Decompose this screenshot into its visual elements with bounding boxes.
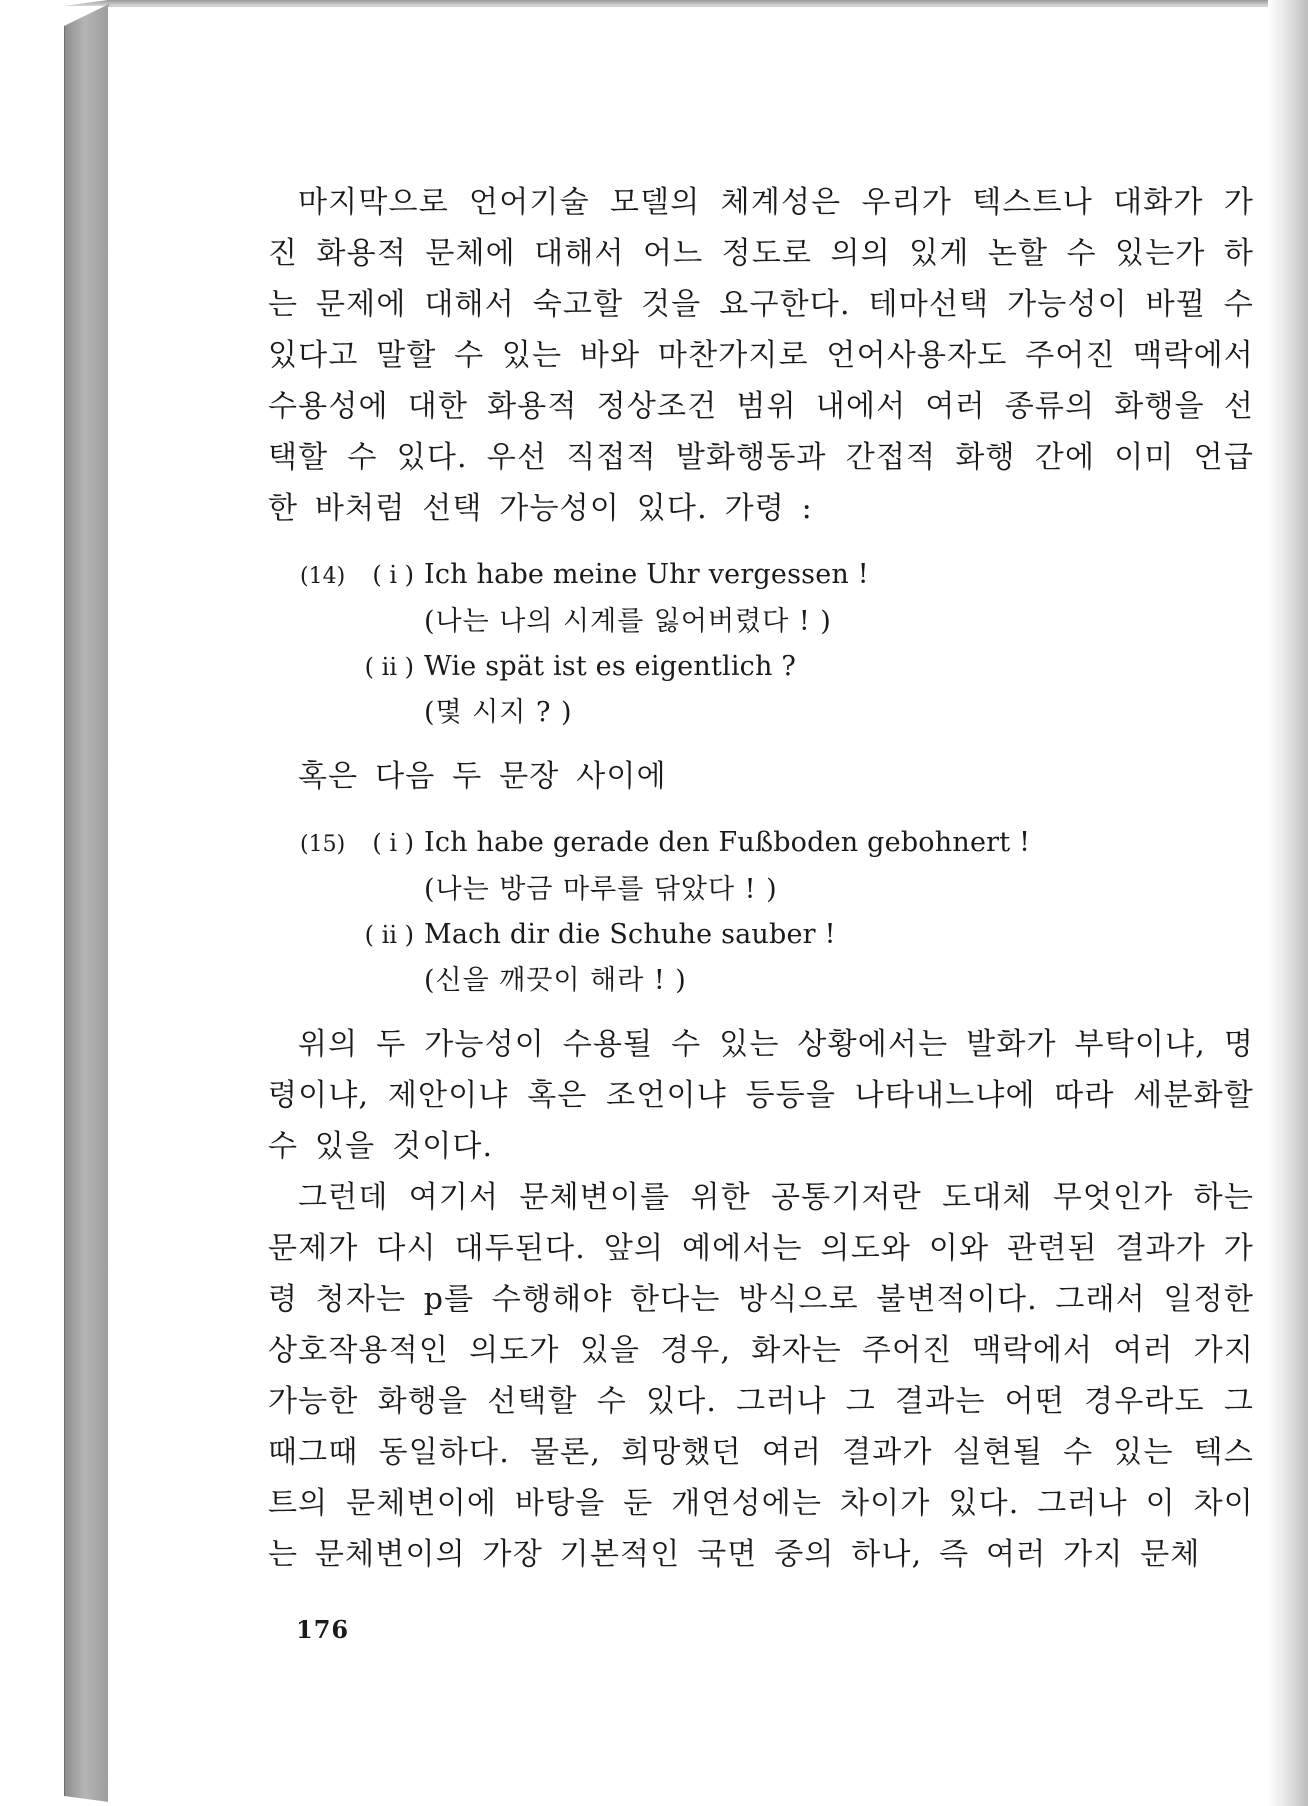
example-14-i-translation — [268, 599, 1254, 644]
example-sentence: Wie spät ist es eigentlich ? — [424, 651, 797, 682]
example-sentence: Ich habe meine Uhr vergessen ! — [424, 559, 869, 590]
example-14-ii — [268, 644, 1254, 690]
paragraph-2: 혹은 다음 두 문장 사이에 — [298, 759, 667, 794]
example-15-ii-translation — [268, 958, 1254, 1003]
example-label: ( ii ) — [364, 921, 414, 949]
example-15-i — [268, 820, 1254, 867]
example-15 — [268, 820, 1254, 1003]
example-14-i — [268, 552, 1254, 599]
example-14-ii-translation — [268, 690, 1254, 735]
example-translation: (나는 방금 마루를 닦았다 ! ) — [424, 874, 778, 905]
paragraph-1: 마지막으로 언어기술 모델의 체계성은 우리가 텍스트나 대화가 가진 화용적 문체에 대해서 어느 정도로 의의 있게 논할 수 있는가 하는 문제에 대해서 숙고할 것을 요구한다. 테마선택 가능성이 바뀔 수 있다고 말할 수 있는 바와 마찬가지로 언어사용자도 주어진 맥락에서 수용성에 대한 화용적 정상조건 범위 내에서 여러 종류의 화행을 선택할 수 있다. 우선 직접적 발화행동과 간접적 화행 간에 이미 언급한 바처럼 선택 가능성이 있다. 가령 : — [268, 185, 1254, 526]
paragraph-4: 그런데 여기서 문체변이를 위한 공통기저란 도대체 무엇인가 하는 문제가 다시 대두된다. 앞의 예에서는 의도와 이와 관련된 결과가 가령 청자는 p를 수행해야 한다는 방식으로 불변적이다. 그래서 일정한 상호작용적인 의도가 있을 경우, 화자는 주어진 맥락에서 여러 가지 가능한 화행을 선택할 수 있다. 그러나 그 결과는 어떤 경우라도 그때그때 동일하다. 물론, 희망했던 여러 결과가 실현될 수 있는 텍스트의 문체변이에 바탕을 둔 개연성에는 차이가 있다. 그러나 이 차이는 문체변이의 가장 기본적인 국면 중의 하나, 즉 여러 가지 문체 — [268, 1180, 1254, 1572]
example-14 — [268, 552, 1254, 735]
page-content — [268, 177, 1254, 1580]
example-15-ii — [268, 912, 1254, 958]
book-spine — [64, 4, 109, 1802]
example-label: ( i ) — [372, 829, 414, 857]
example-translation: (신을 깨끗이 해라 ! ) — [424, 965, 687, 996]
paragraph-3: 위의 두 가능성이 수용될 수 있는 상황에서는 발화가 부탁이냐, 명령이냐, 제안이냐 혹은 조언이냐 등등을 나타내느냐에 따라 세분화할 수 있을 것이다. — [268, 1027, 1254, 1164]
example-label: ( ii ) — [364, 653, 414, 681]
example-translation: (몇 시지 ? ) — [424, 697, 573, 728]
example-label: ( i ) — [372, 561, 414, 589]
page-number: 176 — [296, 1615, 350, 1644]
example-number: (14) — [300, 564, 346, 589]
book-page — [108, 6, 1268, 1803]
example-number: (15) — [300, 832, 346, 857]
example-translation: (나는 나의 시계를 잃어버렸다 ! ) — [424, 606, 832, 637]
example-sentence: Mach dir die Schuhe sauber ! — [424, 919, 836, 950]
page-edge-shadow — [1268, 0, 1308, 1806]
example-15-i-translation — [268, 867, 1254, 912]
example-sentence: Ich habe gerade den Fußboden gebohnert ! — [424, 827, 1031, 858]
